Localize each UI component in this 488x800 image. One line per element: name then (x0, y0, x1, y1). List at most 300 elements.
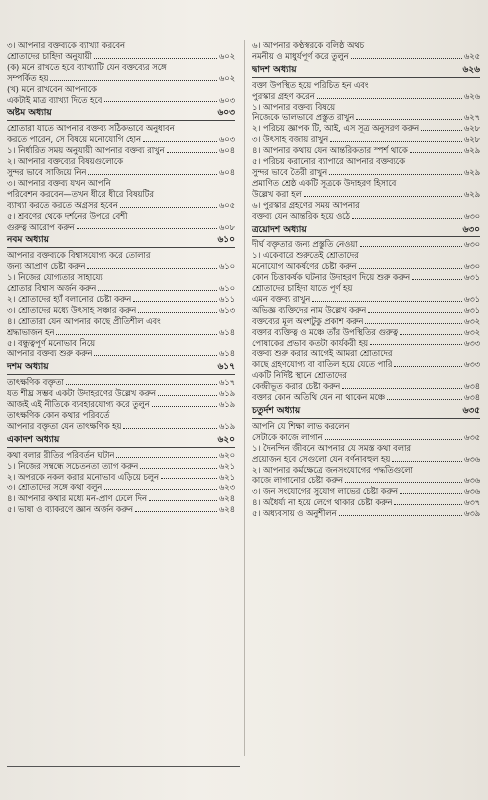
toc-left-column (7, 40, 235, 515)
entry-line (252, 497, 480, 508)
entry-line (252, 508, 480, 519)
entry-text: প্রমাণিত শ্রেষ্ঠ একটি সূত্রকে উদাহরণ হিসাবে (252, 177, 397, 188)
entry-text: ২। শ্রোতাদের হ্যাঁ বলানোর চেষ্টা করুন (7, 293, 132, 304)
entry-text: সেটাকে কাজে লাগান (252, 431, 323, 442)
entry-line (252, 145, 480, 156)
dot-leader (392, 461, 462, 462)
entry-line (7, 327, 235, 338)
entry-text: (খ) মনে রাখবেন আপনাকে (7, 83, 97, 94)
entry-text: পুরস্কার গ্রহণ করেন (252, 90, 315, 101)
entry-text: ১। দৈনন্দিন জীবনে আপনার যে সমস্ত কথা বলার (252, 442, 411, 453)
entry-text: ৪। শ্রোতারা যেন আপনার কাছে প্রীতিশীল এবং (7, 315, 161, 326)
toc-entry (7, 338, 235, 360)
toc-entry (7, 461, 235, 472)
toc-entry (252, 392, 480, 403)
page-number: ৬০৩ (218, 94, 235, 105)
dot-leader (400, 334, 462, 335)
entry-text: ১। একেবারে শুরুতেই শ্রোতাদের (252, 250, 359, 261)
dot-leader (104, 489, 217, 490)
entry-text: ৫। ভাষা ও ব্যাকরণে জ্ঞান অর্জন করুন (7, 504, 133, 515)
toc-entry (252, 40, 480, 62)
chapter-heading (7, 235, 235, 248)
dot-leader (149, 500, 217, 501)
toc-entry (252, 239, 480, 250)
entry-text: গুরুত্ব আরোপ করুন (7, 221, 75, 232)
entry-line (7, 399, 235, 410)
entry-text: ৩। শ্রোতাদের সঙ্গে কথা বলুন (7, 482, 103, 493)
entry-text: ৫। অধ্যবসায় ও অনুশীলন (252, 508, 337, 519)
page-number: ৬২০ (218, 449, 235, 460)
entry-text: সুন্দর ভাবে সাজিয়ে নিন (7, 166, 87, 177)
entry-text: ৩। জন সংযোগের সুযোগ লাভের চেষ্টা করুন (252, 486, 398, 497)
entry-line (252, 112, 480, 123)
page-number: ৬৩৪ (463, 392, 480, 403)
page-number: ৬৩১ (463, 304, 480, 315)
entry-line (7, 134, 235, 145)
chapter-title: চতুর্দশ অধ্যায় (252, 406, 301, 416)
dot-leader (421, 130, 462, 131)
page-number: ৬৩১ (463, 272, 480, 283)
toc-entry (7, 504, 235, 515)
toc-entry (252, 316, 480, 327)
page-number: ৬৩৯ (463, 508, 480, 519)
toc-entry (252, 156, 480, 178)
entry-text: অভিজ্ঞ ব্যক্তিদের নাম উল্লেখ করুন (252, 304, 367, 315)
page-number: ৬১৩ (218, 304, 235, 315)
chapter-heading (252, 225, 480, 238)
toc-entry (7, 145, 235, 156)
entry-text: জন্য আপ্রাণ চেষ্টা করুন (7, 261, 86, 272)
dot-leader (330, 141, 462, 142)
entry-text: এমন বক্তব্য রাখুন (252, 293, 311, 304)
chapter-heading (7, 435, 235, 448)
dot-leader (352, 218, 462, 219)
page-number: ৬৩০ (462, 224, 480, 235)
page-number: ৬২০ (217, 434, 235, 445)
entry-text: সম্পর্কিত হয় (7, 72, 49, 83)
dot-leader (410, 152, 462, 153)
dot-leader (400, 493, 462, 494)
entry-line (252, 392, 480, 403)
entry-text: যত শীঘ্র সম্ভব একটা উদাহরণের উল্লেখ করুন (7, 388, 156, 399)
dot-leader (123, 428, 216, 429)
dot-leader (116, 457, 216, 458)
toc-entry (252, 465, 480, 487)
entry-line (252, 91, 480, 102)
chapter-title: দশম অধ্যায় (7, 362, 49, 373)
entry-line (252, 134, 480, 145)
dot-leader (56, 334, 216, 335)
entry-text: দীর্ঘ বক্তৃতার জন্য প্রস্তুতি নেওয়া (252, 239, 358, 250)
entry-line (7, 305, 235, 316)
page-number: ৬৩৫ (462, 406, 480, 416)
page-number: ৬০২ (218, 72, 235, 83)
entry-line (252, 294, 480, 305)
dot-leader (394, 504, 461, 505)
dot-leader (143, 141, 217, 142)
entry-text: ব্যাখ্যা করতে করতে অগ্রসর হবেন (7, 199, 118, 210)
entry-line (7, 283, 235, 294)
page-number: ৬২৯ (463, 145, 480, 156)
entry-line (252, 475, 480, 486)
entry-text: ২। আপনার বক্তব্যের বিষয়গুলোকে (7, 156, 123, 167)
dot-leader (50, 80, 216, 81)
page-number: ৬৩০ (463, 210, 480, 221)
dot-leader (394, 366, 461, 367)
entry-line (7, 348, 235, 359)
toc-entry (252, 348, 480, 370)
entry-text: ৩। উৎসাহ বজায় রাখুন (252, 134, 329, 145)
entry-text: ৩। আপনার বক্তব্যকে ব্যাখ্যা করবেন (7, 40, 125, 50)
page-number: ৬২১ (218, 460, 235, 471)
entry-text: সুন্দর ভাবে তৈরী রাখুন (252, 166, 328, 177)
page-number: ৬৩২ (463, 315, 480, 326)
toc-entry (252, 178, 480, 200)
page-number: ৬৩০ (463, 239, 480, 250)
chapter-title: একাদশ অধ্যায় (7, 434, 60, 445)
toc-entry (7, 482, 235, 493)
page-number: ৬২৬ (463, 90, 480, 101)
dot-leader (94, 58, 217, 59)
entry-line (7, 200, 235, 211)
page-number: ৬০৮ (218, 221, 235, 232)
toc-entry (252, 338, 480, 349)
toc-entry (252, 443, 480, 465)
page-number: ৬২৫ (463, 50, 480, 61)
entry-text: কেন্দ্রীভূত করার চেষ্টা করুন (252, 381, 341, 392)
toc-entry (7, 377, 235, 388)
entry-line (252, 316, 480, 327)
chapter-heading (7, 362, 235, 375)
page-number: ৬৩৪ (463, 381, 480, 392)
entry-text: কথা বলার রীতির পরিবর্তন ঘটান (7, 449, 115, 460)
dot-leader (368, 312, 462, 313)
chapter-heading (252, 65, 480, 78)
dot-leader (312, 301, 462, 302)
chapter-title: নবম অধ্যায় (7, 235, 49, 246)
entry-text: উল্লেখ করা হল (252, 188, 302, 199)
entry-line (7, 261, 235, 272)
page-number: ৬৩৬ (463, 486, 480, 497)
entry-text: একটি নির্দিষ্ট স্থানে শ্রোতাদের (252, 370, 347, 381)
dot-leader (66, 384, 217, 385)
entry-line (252, 454, 480, 465)
toc-entry (7, 178, 235, 211)
toc-entry (252, 102, 480, 124)
dot-leader (167, 152, 217, 153)
entry-text: কোন চিত্তাকর্ষক ঘটনার উদাহরণ দিয়ে শুরু করুন (252, 272, 411, 283)
entry-line (252, 338, 480, 349)
page-number: ৬২৯ (463, 188, 480, 199)
entry-text: শ্রদ্ধাভাজন হন (7, 326, 55, 337)
entry-text: ১। আপনার বক্তব্য বিষয়ে (252, 101, 335, 112)
entry-line (7, 472, 235, 483)
entry-text: ১। নির্ধারিত সময় অনুযায়ী আপনার বক্তব্য রাখুন (7, 145, 165, 156)
entry-text: শ্রোতাদের চাহিদা যাতে পূর্ণ হয় (252, 283, 353, 294)
entry-text: ৫। শ্রবণের থেকে দর্শনের উপরে বেশী (7, 210, 128, 221)
toc-entry (7, 84, 235, 106)
dot-leader (329, 174, 462, 175)
page-number: ৬৩৬ (463, 475, 480, 486)
entry-text: শ্রোতার বিশ্বাস অর্জন করুন (7, 283, 97, 294)
entry-text: নিজেকে ভালভাবে প্রস্তুত রাখুন (252, 112, 355, 123)
entry-text: আপনার বক্তব্য শুরু করুন (7, 348, 93, 359)
entry-line (252, 261, 480, 272)
page-number: ৬০৩ (217, 108, 235, 119)
page-number: ৬১০ (218, 283, 235, 294)
entry-line (252, 167, 480, 178)
page-number: ৬২৬ (462, 64, 480, 75)
page-number: ৬১৯ (218, 399, 235, 410)
entry-line (252, 51, 480, 62)
dot-leader (345, 482, 462, 483)
toc-right-column (252, 40, 480, 519)
page-number: ৬০২ (218, 50, 235, 61)
page-number: ৬০৪ (218, 145, 235, 156)
entry-text: মনোযোগ আকর্ষণের চেষ্টা করুন (252, 261, 357, 272)
entry-text: প্রয়োজন হবে সেগুলো যেন বর্ণনাবহুল হয় (252, 453, 391, 464)
entry-line (7, 294, 235, 305)
dot-leader (356, 119, 462, 120)
page-number: ৬১০ (217, 235, 235, 246)
entry-text: বক্তব্য যেন আন্তরিক হয়ে ওঠে (252, 210, 350, 221)
page-number: ৬২৭ (463, 112, 480, 123)
dot-leader (351, 58, 462, 59)
entry-line (7, 377, 235, 388)
entry-text: ৫। বন্ধুত্বপূর্ণ মনোভাব নিয়ে (7, 337, 96, 348)
dot-leader (158, 395, 217, 396)
entry-text: শ্রোতাদের চাহিদা অনুযায়ী (7, 50, 92, 61)
entry-text: ৫। পরিচয় করানোর ব্যাপারে আপনার বক্তব্যকে (252, 156, 405, 167)
page-number: ৬৩০ (463, 261, 480, 272)
chapter-title: দ্বাদশ অধ্যায় (252, 64, 297, 75)
entry-text: (ক) মনে রাখতে হবে ব্যাখ্যাটি যেন বক্তব্যের সঙ্গে (7, 61, 167, 72)
dot-leader (342, 388, 462, 389)
entry-text: ২। আপনার কর্মক্ষেত্রে জনসংযোগের পদ্ধতিগুলো (252, 464, 413, 475)
chapter-heading (7, 108, 235, 121)
entry-text: একটাই মাত্র ব্যাখ্যা দিতে হবে (7, 94, 103, 105)
entry-text: আজই এই নীতিকে ব্যবহারযোগ্য করে তুলুন (7, 399, 150, 410)
entry-line (7, 482, 235, 493)
entry-text: আপনার বক্তৃতা যেন তাৎক্ষণিক হয় (7, 420, 122, 431)
toc-entry (7, 450, 235, 461)
dot-leader (370, 344, 462, 345)
dot-leader (317, 98, 462, 99)
toc-entry (252, 421, 480, 443)
entry-text: ৩। শ্রোতাদের মধ্যে উৎসাহ সঞ্চার করুন (7, 304, 137, 315)
toc-entry (252, 250, 480, 272)
entry-text: বক্তব্য শুরু করার আগেই আমরা শ্রোতাদের (252, 348, 393, 359)
dot-leader (120, 207, 217, 208)
page-number: ৬১৭ (218, 377, 235, 388)
entry-text: তাৎক্ষণিক বক্তৃতা (7, 377, 64, 388)
toc-entry (7, 316, 235, 338)
entry-text: পরিবেশন করবেন—তখন ধীরে ধীরে বিষয়টির (7, 188, 154, 199)
toc-entry (252, 123, 480, 134)
toc-entry (252, 305, 480, 316)
dot-leader (87, 268, 216, 269)
entry-line (7, 73, 235, 84)
page-number: ৬১৯ (218, 420, 235, 431)
toc-entry (252, 145, 480, 156)
column-divider (244, 40, 245, 756)
dot-leader (138, 312, 217, 313)
entry-line (7, 145, 235, 156)
page-number: ৬৩৩ (463, 337, 480, 348)
page-number: ৬১৪ (218, 348, 235, 359)
page-number: ৬২৯ (463, 166, 480, 177)
page-number: ৬৩৬ (463, 453, 480, 464)
entry-line (7, 493, 235, 504)
entry-text: ২। অপরকে নকল করার মনোভাব এড়িয়ে চলুন (7, 471, 159, 482)
page-number: ৬৩২ (463, 326, 480, 337)
toc-entry (7, 399, 235, 410)
entry-line (7, 51, 235, 62)
dot-leader (152, 406, 217, 407)
toc-entry (7, 294, 235, 305)
toc-entry (252, 200, 480, 222)
page-number: ৬১১ (218, 293, 235, 304)
page-number: ৬০৪ (218, 166, 235, 177)
page-number: ৬৩৭ (463, 497, 480, 508)
entry-line (252, 211, 480, 222)
dot-leader (161, 478, 217, 479)
entry-text: ২। পরিচয় জ্ঞাপক টি, আই, এস সূত্র অনুসরণ করুন (252, 123, 420, 134)
page-number: ৬০৩ (218, 134, 235, 145)
page-number: ৬১৯ (218, 388, 235, 399)
toc-entry (7, 62, 235, 84)
dot-leader (339, 515, 462, 516)
entry-line (7, 421, 235, 432)
toc-entry (252, 497, 480, 508)
entry-line (7, 167, 235, 178)
chapter-title: ত্রয়োদশ অধ্যায় (252, 224, 307, 235)
dot-leader (98, 290, 217, 291)
dot-leader (325, 439, 462, 440)
toc-entry (252, 370, 480, 392)
entry-text: আপনি যে শিক্ষা লাভ করলেন (252, 420, 350, 431)
dot-leader (77, 228, 217, 229)
entry-text: ৪। আপনার কথার মধ্যে মন-প্রাণ ঢেলে দিন (7, 493, 147, 504)
toc-entry (7, 410, 235, 432)
toc-entry (252, 80, 480, 102)
entry-line (7, 95, 235, 106)
entry-line (7, 504, 235, 515)
entry-text: বক্তব্যের মূল অংশটুকু প্রকাশ করুন (252, 315, 364, 326)
entry-text: ১। নিজের যোগ্যতার সাহায্যে (7, 272, 103, 283)
page-number: ৬১০ (218, 261, 235, 272)
dot-leader (104, 101, 217, 102)
entry-text: করতে পারেন, সে বিষয়ে মনোযোগি হোন (7, 134, 141, 145)
toc-entry (7, 40, 235, 62)
entry-line (252, 272, 480, 283)
toc-entry (7, 472, 235, 483)
entry-line (7, 461, 235, 472)
entry-text: পোষাকের প্রভাব কতটা কার্যকরী হয় (252, 337, 368, 348)
page-number: ৬২১ (218, 471, 235, 482)
toc-entry (252, 283, 480, 305)
page-number: ৬০৫ (218, 199, 235, 210)
page-number: ৬১৪ (218, 326, 235, 337)
chapter-title: অষ্টম অধ্যায় (7, 108, 52, 119)
toc-entry (7, 250, 235, 272)
entry-text: ৪। আপনার কথায় যেন আন্তরিকতার স্পর্শ থাকে (252, 145, 408, 156)
entry-line (252, 381, 480, 392)
dot-leader (94, 355, 216, 356)
toc-entry (252, 486, 480, 497)
toc-entry (7, 493, 235, 504)
dot-leader (365, 323, 461, 324)
page-number: ৬২৪ (218, 504, 235, 515)
dot-leader (360, 246, 462, 247)
entry-line (7, 388, 235, 399)
entry-text: বক্তা উপস্থিত হয়ে পরিচিত হন এবং (252, 79, 369, 90)
entry-line (252, 123, 480, 134)
dot-leader (412, 279, 462, 280)
dot-leader (304, 196, 462, 197)
dot-leader (140, 468, 217, 469)
entry-text: শ্রোতারা যাতে আপনার বক্তব্য সঠিকভাবে অনুধাবন (7, 123, 175, 134)
toc-entry (7, 272, 235, 294)
entry-line (252, 359, 480, 370)
toc-entry (7, 388, 235, 399)
entry-text: ৬। পুরস্কার গ্রহণের সময় আপনার (252, 199, 360, 210)
entry-line (252, 486, 480, 497)
entry-line (252, 305, 480, 316)
dot-leader (133, 301, 217, 302)
bottom-rule (7, 766, 240, 767)
toc-entry (7, 123, 235, 145)
page-number: ৬১৭ (217, 362, 235, 373)
entry-text: বক্তার কোন অতিথি যেন না থাকেন মঞ্চে (252, 392, 386, 403)
dot-leader (135, 511, 217, 512)
entry-line (252, 239, 480, 250)
page-number: ৬৩৩ (463, 359, 480, 370)
entry-text: ৬। আপনার কণ্ঠস্বরকে বলিষ্ঠ অথচ (252, 40, 365, 50)
entry-line (7, 222, 235, 233)
entry-text: ১। নিজের সম্বন্ধে সচেতনতা ত্যাগ করুন (7, 460, 139, 471)
toc-entry (252, 272, 480, 283)
entry-text: কাছে গ্রহণযোগ্য বা বাতিল হয়ে যেতে পারি (252, 359, 393, 370)
toc-entry (7, 211, 235, 233)
chapter-heading (252, 406, 480, 419)
entry-text: তাৎক্ষণিক কোন কথার পরিবর্তে (7, 410, 110, 420)
entry-line (252, 189, 480, 200)
entry-text: বক্তার ব্যক্তিত্ব ও মঞ্চে তাঁর উপস্থিতির গুরুত্ব (252, 326, 399, 337)
entry-text: আপনার বক্তব্যকে বিশ্বাসযোগ্য করে তোলার (7, 250, 151, 261)
toc-entry (252, 508, 480, 519)
page-number: ৬৩১ (463, 293, 480, 304)
dot-leader (387, 399, 462, 400)
entry-line (252, 327, 480, 338)
entry-line (252, 432, 480, 443)
page-number: ৬২৮ (463, 123, 480, 134)
toc-entry (252, 134, 480, 145)
entry-text: নমনীয় ও মাধুর্যপূর্ণ করে তুলুন (252, 50, 349, 61)
page-number: ৬২৮ (463, 134, 480, 145)
dot-leader (359, 268, 462, 269)
page-number: ৬২৪ (218, 493, 235, 504)
toc-entry (7, 305, 235, 316)
toc-entry (7, 156, 235, 178)
entry-text: কাজে লাগানোর চেষ্টা করুন (252, 475, 343, 486)
entry-text: ৩। আপনার বক্তব্য যখন আপনি (7, 177, 111, 188)
toc-entry (252, 327, 480, 338)
dot-leader (88, 174, 216, 175)
entry-line (7, 450, 235, 461)
page-number: ৬২৩ (218, 482, 235, 493)
page-number: ৬৩৫ (463, 431, 480, 442)
